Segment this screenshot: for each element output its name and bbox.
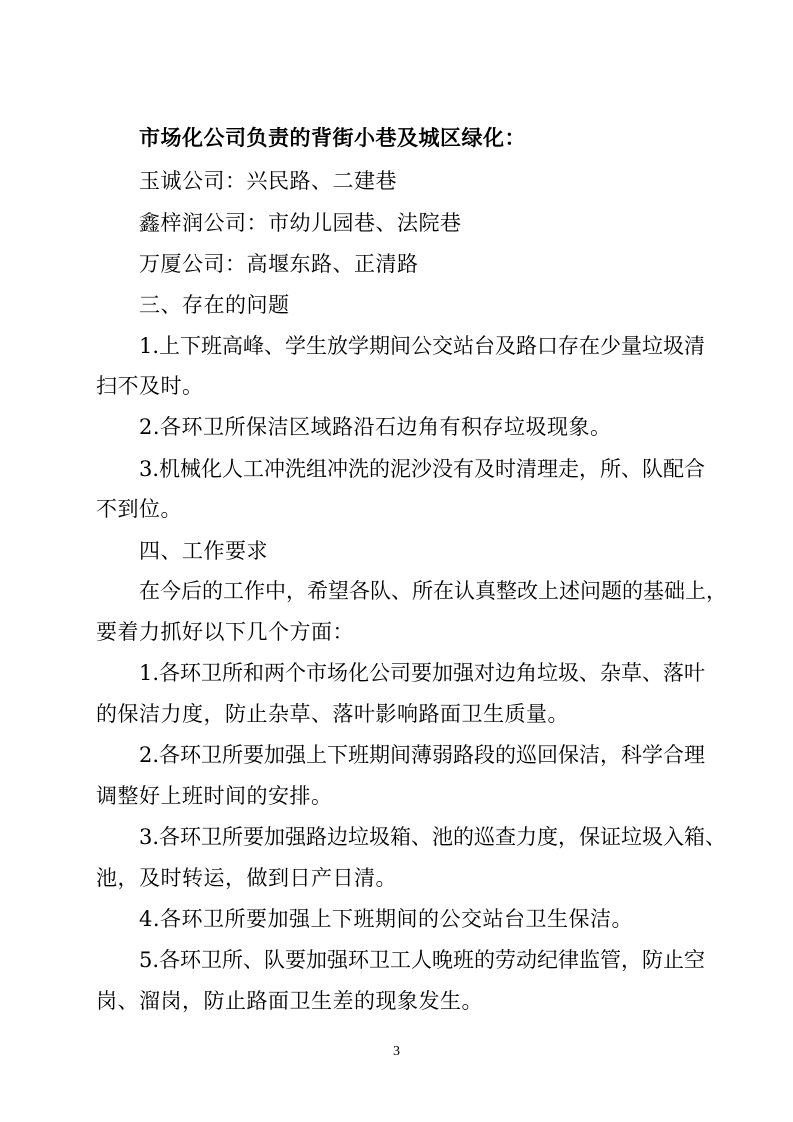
requirement-5-line-2: 岗、溜岗，防止路面卫生差的现象发生。 bbox=[96, 989, 483, 1013]
problem-3-line-1: 3.机械化人工冲洗组冲洗的泥沙没有及时清理走，所、队配合 bbox=[139, 457, 706, 481]
problem-2: 2.各环卫所保洁区域路沿石边角有积存垃圾现象。 bbox=[139, 415, 612, 439]
problem-1-line-2: 扫不及时。 bbox=[96, 374, 204, 398]
problems-heading: 三、存在的问题 bbox=[139, 293, 290, 317]
problem-1-line-1: 1.上下班高峰、学生放学期间公交站台及路口存在少量垃圾清 bbox=[139, 334, 706, 358]
requirement-1-line-2: 的保洁力度，防止杂草、落叶影响路面卫生质量。 bbox=[96, 702, 569, 726]
requirement-5-line-1: 5.各环卫所、队要加强环卫工人晚班的劳动纪律监管，防止空 bbox=[139, 948, 706, 972]
wansha-company-line: 万厦公司：高堰东路、正清路 bbox=[139, 252, 419, 276]
requirement-1-line-1: 1.各环卫所和两个市场化公司要加强对边角垃圾、杂草、落叶 bbox=[139, 661, 706, 685]
page-number: 3 bbox=[393, 1044, 400, 1059]
market-companies-heading: 市场化公司负责的背街小巷及城区绿化： bbox=[139, 125, 526, 150]
requirement-3-line-2: 池，及时转运，做到日产日清。 bbox=[96, 866, 397, 890]
xinzirun-company-line: 鑫梓润公司：市幼儿园巷、法院巷 bbox=[139, 211, 462, 235]
problem-3-line-2: 不到位。 bbox=[96, 497, 182, 521]
requirement-4: 4.各环卫所要加强上下班期间的公交站台卫生保洁。 bbox=[139, 907, 634, 931]
requirement-2-line-2: 调整好上班时间的安排。 bbox=[96, 784, 333, 808]
requirements-intro-line-2: 要着力抓好以下几个方面： bbox=[96, 620, 354, 644]
requirement-3-line-1: 3.各环卫所要加强路边垃圾箱、池的巡查力度，保证垃圾入箱、 bbox=[139, 825, 727, 849]
requirement-2-line-1: 2.各环卫所要加强上下班期间薄弱路段的巡回保洁，科学合理 bbox=[139, 743, 706, 767]
yucheng-company-line: 玉诚公司：兴民路、二建巷 bbox=[139, 169, 397, 193]
requirements-intro-line-1: 在今后的工作中，希望各队、所在认真整改上述问题的基础上， bbox=[139, 579, 727, 603]
requirements-heading: 四、工作要求 bbox=[139, 539, 268, 563]
